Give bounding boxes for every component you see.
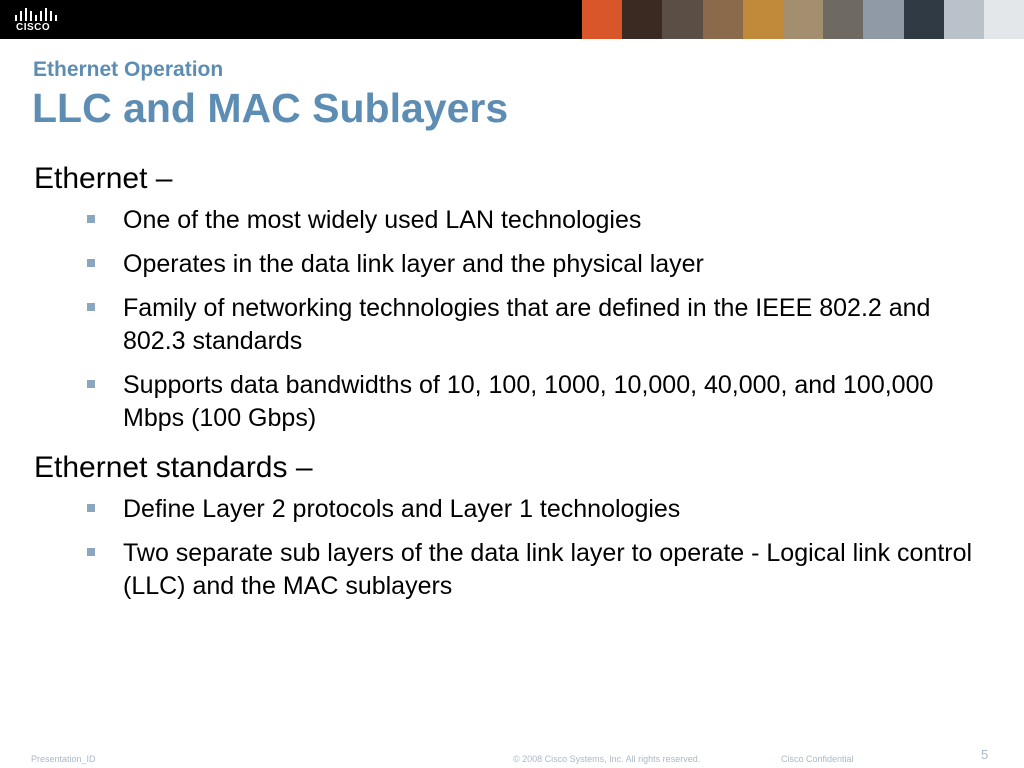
square-bullet-icon <box>87 303 95 311</box>
bullet-item <box>34 248 994 281</box>
slide-subtitle: Ethernet Operation <box>33 58 224 81</box>
header-photo <box>662 0 702 39</box>
bullet-item <box>34 537 994 603</box>
bullet-text: Supports data bandwidths of 10, 100, 1000, 10,000, 40,000, and 100,000 Mbps (100 Gbps) <box>123 371 934 432</box>
section-heading: Ethernet standards – <box>34 451 313 484</box>
header-bar <box>0 0 1024 39</box>
bullet-item <box>34 369 994 435</box>
bullet-text: One of the most widely used LAN technologies <box>123 206 642 234</box>
cisco-bars-icon <box>14 7 60 21</box>
header-photo <box>904 0 944 39</box>
header-photo <box>783 0 823 39</box>
square-bullet-icon <box>87 504 95 512</box>
bullet-text: Two separate sub layers of the data link layer to operate - Logical link control (LLC) and the MAC sublayers <box>123 539 973 600</box>
bullet-item <box>34 292 994 358</box>
header-photo <box>984 0 1024 39</box>
footer-confidential: Cisco Confidential <box>781 754 854 764</box>
footer-presentation-id: Presentation_ID <box>31 754 96 764</box>
header-photo <box>743 0 783 39</box>
header-photo <box>863 0 903 39</box>
square-bullet-icon <box>87 259 95 267</box>
section-ethernet-standards <box>34 449 994 603</box>
bullet-item <box>34 493 994 526</box>
header-photo <box>823 0 863 39</box>
slide-content <box>34 160 994 617</box>
cisco-logo-text: CISCO <box>16 22 51 33</box>
cisco-logo <box>12 5 62 35</box>
header-photo <box>582 0 622 39</box>
photo-strip <box>582 0 1024 39</box>
header-photo <box>622 0 662 39</box>
bullet-text: Operates in the data link layer and the physical layer <box>123 250 704 278</box>
page-number: 5 <box>981 747 989 762</box>
section-ethernet <box>34 160 994 435</box>
section-heading: Ethernet – <box>34 162 173 195</box>
header-photo <box>703 0 743 39</box>
header-photo <box>944 0 984 39</box>
bullet-item <box>34 204 994 237</box>
bullet-text: Family of networking technologies that are defined in the IEEE 802.2 and 802.3 standards <box>123 294 931 355</box>
footer-copyright: © 2008 Cisco Systems, Inc. All rights reserved. <box>513 754 701 764</box>
square-bullet-icon <box>87 380 95 388</box>
square-bullet-icon <box>87 548 95 556</box>
bullet-text: Define Layer 2 protocols and Layer 1 technologies <box>123 495 681 523</box>
slide-title: LLC and MAC Sublayers <box>32 85 509 131</box>
square-bullet-icon <box>87 215 95 223</box>
